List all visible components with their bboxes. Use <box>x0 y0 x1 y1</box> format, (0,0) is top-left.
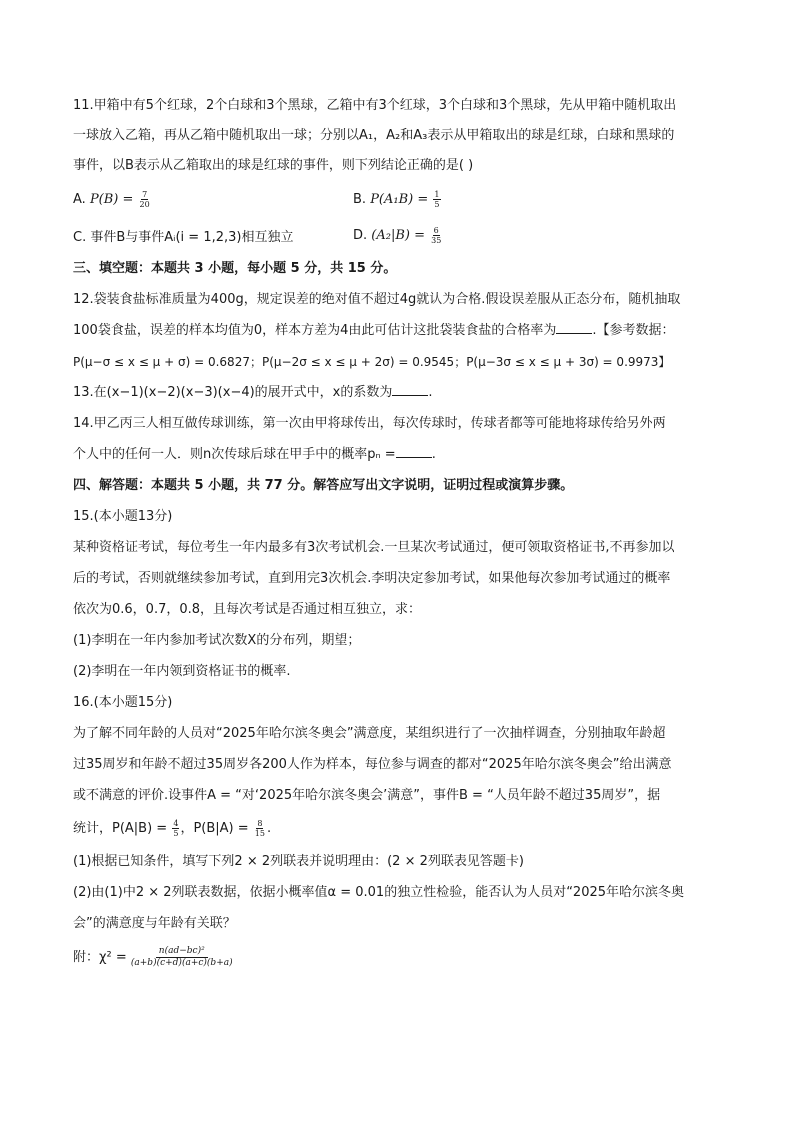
q11-option-c[interactable]: C. 事件B与事件Aᵢ(i = 1,2,3)相互独立 <box>73 229 294 245</box>
q11-line-1: 11.甲箱中有5个红球，2个白球和3个黑球，乙箱中有3个红球，3个白球和3个黑球，先从甲箱中随机取出 <box>73 98 677 113</box>
q16-fraction-1 <box>172 819 179 838</box>
option-d-prefix: D. <box>353 227 372 243</box>
question-14 <box>73 414 723 465</box>
option-d-fraction <box>430 226 442 245</box>
q16-fraction-1-numerator: 4 <box>173 819 179 828</box>
formula-denominator: (a+b)(c+d)(a+c)(b+a) <box>130 958 233 968</box>
option-d-numerator: 6 <box>433 225 439 235</box>
option-b-numerator: 1 <box>434 189 440 199</box>
section-3-heading: 三、填空题：本题共 3 小题，每小题 5 分，共 15 分。 <box>73 261 397 276</box>
option-a-denominator: 20 <box>139 199 150 209</box>
q12-reference-label: .【参考数据： <box>592 323 675 338</box>
question-16 <box>73 693 723 972</box>
q14-line-2 <box>73 445 723 465</box>
q14-answer-blank[interactable] <box>396 445 432 458</box>
q14-period: . <box>431 447 436 462</box>
appendix-label: 附：χ² = <box>73 950 127 965</box>
option-a-numerator: 7 <box>142 189 148 199</box>
q16-heading: 16.(本小题15分) <box>73 695 173 710</box>
q11-options-row-2 <box>73 222 723 248</box>
option-b-fraction <box>433 190 440 209</box>
q15-heading: 15.(本小题13分) <box>73 509 173 524</box>
question-13 <box>73 383 723 403</box>
q12-reference-data: P(μ−σ ≤ x ≤ μ + σ) = 0.6827；P(μ−2σ ≤ x ≤ μ + 2σ) = 0.9545；P(μ−3σ ≤ x ≤ μ + 3σ) = 0.9973】 <box>73 355 671 369</box>
q15-line-3: 依次为0.6，0.7，0.8，且每次考试是否通过相互独立，求： <box>73 602 422 617</box>
q15-sub-2: (2)李明在一年内领到资格证书的概率. <box>73 664 291 679</box>
q11-line-3: 事件，以B表示从乙箱取出的球是红球的事件，则下列结论正确的是( ) <box>73 158 474 173</box>
option-b-prefix: B. <box>353 191 371 207</box>
q12-text: 100袋食盐，误差的样本均值为0，样本方差为4由此可估计这批袋装食盐的合格率为 <box>73 323 557 338</box>
q16-appendix <box>73 944 723 972</box>
q11-line-2: 一球放入乙箱，再从乙箱中随机取出一球；分别以A₁，A₂和A₃表示从甲箱取出的球是红球，白球和黑球的 <box>73 128 675 143</box>
q16-sub-2-line-2: 会”的满意度与年龄有关联？ <box>73 916 236 931</box>
q16-fraction-2 <box>254 819 266 838</box>
q16-sub-2-line-1: (2)由(1)中2 × 2列联表数据，依据小概率值α = 0.01的独立性检验，能否认为人员对“2025年哈尔滨冬奥 <box>73 885 685 900</box>
q15-sub-1: (1)李明在一年内参加考试次数X的分布列，期望； <box>73 633 361 648</box>
exam-page <box>73 96 723 972</box>
q14-text: 个人中的任何一人．则n次传球后球在甲手中的概率pₙ = <box>73 447 396 462</box>
q13-period: . <box>428 385 433 400</box>
q16-line-4 <box>73 816 723 842</box>
option-d-expr: (A₂|B) = <box>371 227 425 243</box>
q16-fraction-1-denominator: 5 <box>173 829 179 838</box>
q16-fraction-2-numerator: 8 <box>257 819 263 828</box>
q16-prob-b-label: ，P(B|A) = <box>180 821 249 836</box>
q11-option-d[interactable] <box>353 226 633 245</box>
option-d-denominator: 35 <box>431 235 442 245</box>
q13-text: 13.在(x−1)(x−2)(x−3)(x−4)的展开式中，x的系数为 <box>73 385 393 400</box>
formula-numerator: n(ad−bc)² <box>156 946 208 958</box>
q15-line-1: 某种资格证考试，每位考生一年内最多有3次考试机会.一旦某次考试通过，便可领取资格证书,不再参加以 <box>73 540 675 555</box>
q11-option-a[interactable] <box>73 190 353 209</box>
q13-answer-blank[interactable] <box>392 383 428 396</box>
q16-line-2: 过35周岁和年龄不超过35周岁各200人作为样本，每位参与调查的都对“2025年哈尔滨冬奥会”给出满意 <box>73 757 672 772</box>
option-a-prefix: A. <box>73 191 90 207</box>
q16-period: . <box>266 821 272 836</box>
q11-option-b[interactable] <box>353 190 633 209</box>
question-11 <box>73 96 723 248</box>
q11-options-row-1 <box>73 186 723 212</box>
chi-square-formula <box>131 946 233 969</box>
q16-line-1: 为了解不同年龄的人员对“2025年哈尔滨冬奥会”满意度，某组织进行了一次抽样调查，分别抽取年龄超 <box>73 726 666 741</box>
option-b-denominator: 5 <box>434 199 440 209</box>
question-15 <box>73 507 723 682</box>
section-4-heading: 四、解答题：本题共 5 小题，共 77 分。解答应写出文字说明，证明过程或演算步骤。 <box>73 478 574 493</box>
q14-line-1: 14.甲乙丙三人相互做传球训练，第一次由甲将球传出，每次传球时，传球者都等可能地将球传给另外两 <box>73 416 666 431</box>
q16-line-3: 或不满意的评价.设事件A = “对‘2025年哈尔滨冬奥会’满意”，事件B = “人员年龄不超过35周岁”，据 <box>73 788 661 803</box>
q16-fraction-2-denominator: 15 <box>254 829 265 838</box>
q12-line-1: 12.袋装食盐标准质量为400g，规定误差的绝对值不超过4g就认为合格.假设误差服从正态分布，随机抽取 <box>73 292 681 307</box>
question-12 <box>73 290 723 372</box>
option-a-expr: P(B) = <box>89 191 134 207</box>
q16-prob-a-label: 统计，P(A|B) = <box>73 821 168 836</box>
q12-answer-blank[interactable] <box>556 321 592 334</box>
q15-line-2: 后的考试，否则就继续参加考试，直到用完3次机会.李明决定参加考试，如果他每次参加考试通过的概率 <box>73 571 671 586</box>
option-a-fraction <box>139 190 151 209</box>
option-b-expr: P(A₁B) = <box>370 191 429 207</box>
q16-sub-1: (1)根据已知条件，填写下列2 × 2列联表并说明理由：(2 × 2列联表见答题卡) <box>73 854 524 869</box>
q12-line-2 <box>73 321 723 341</box>
